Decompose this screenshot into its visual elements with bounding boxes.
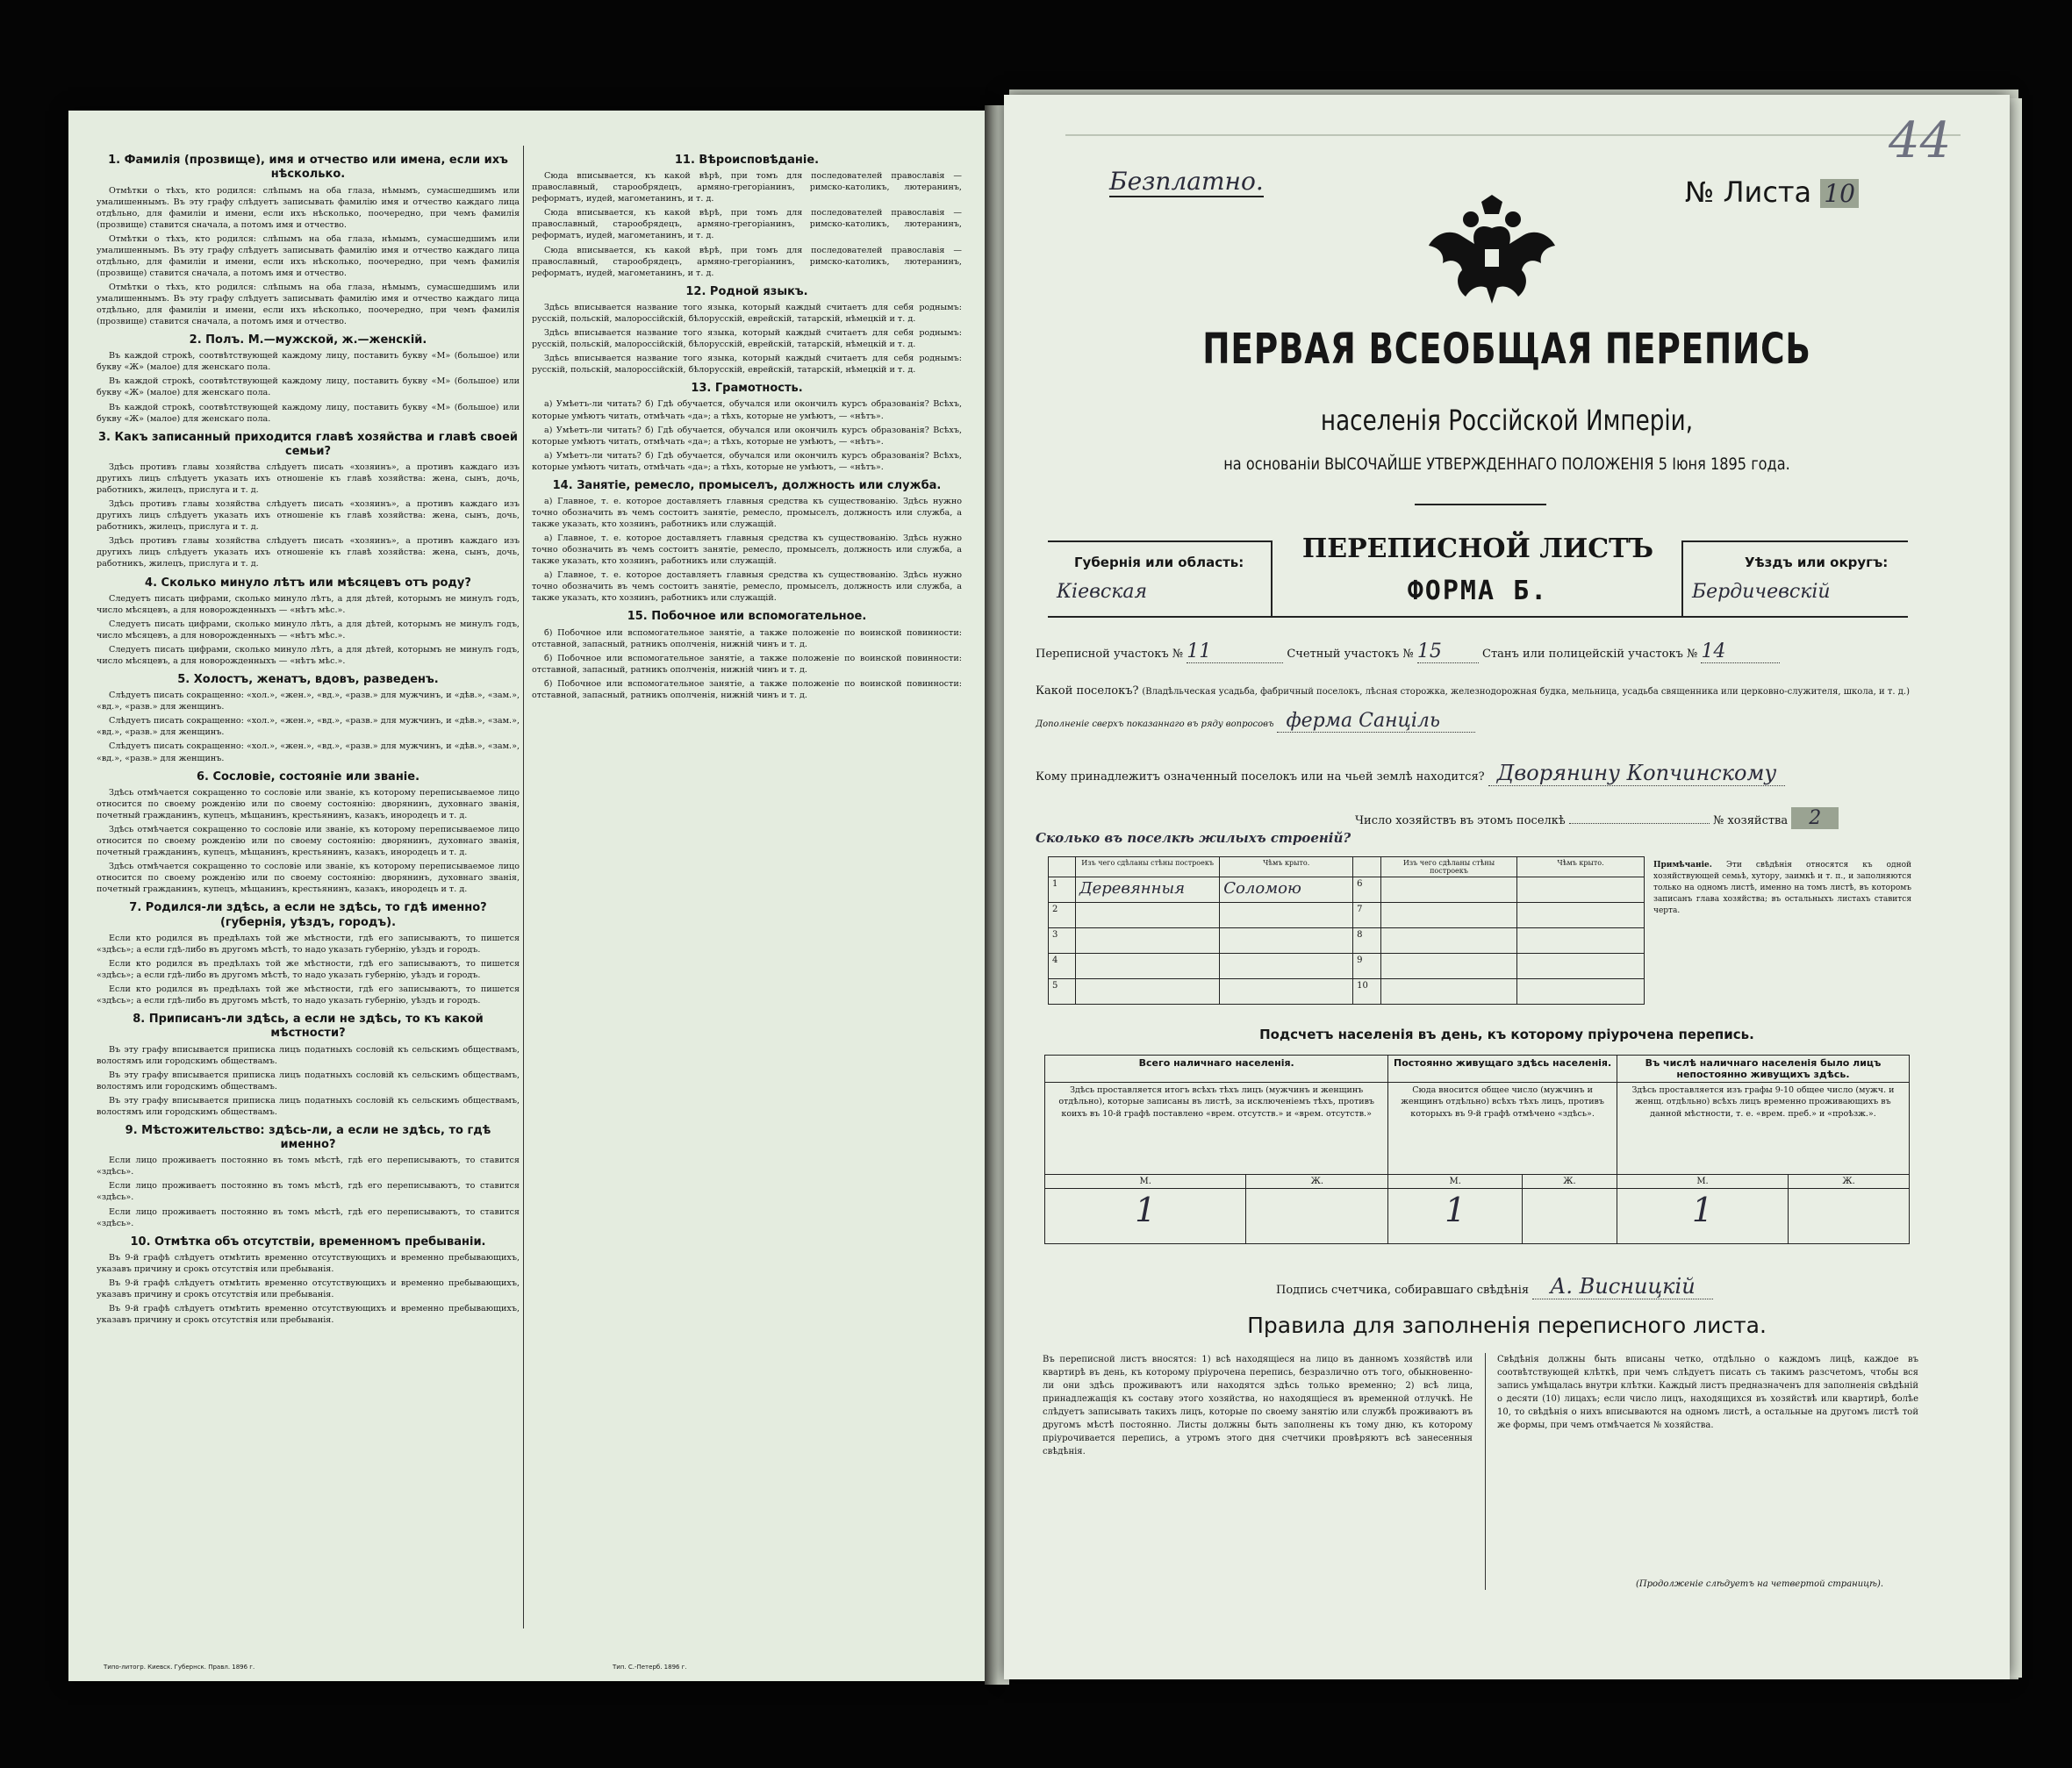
section-text: Въ каждой строкѣ, соотвѣтствующей каждому лицу, поставить букву «М» (большое) или букву «Ж» (малое) для женскаго пола. [97, 376, 520, 398]
section-text: б) Побочное или вспомогательное занятіе, а также положеніе по воинской повинности: отставной, запасный, ратникъ ополченія, нижній чинъ и т. д. [532, 653, 962, 675]
buildings-table [1048, 856, 1645, 1005]
section-text: Здѣсь отмѣчается сокращенно то сословіе или званіе, къ которому переписываемое лицо относится по своему рожденію или по своему состоянію: дворянинъ, духовнаго званія, почетный гражданинъ, купецъ, мѣщанинъ, крестьянинъ, казакъ, инородецъ и т. д. [97, 824, 520, 858]
buildings-label: Сколько въ поселкѣ жилыхъ строеній? [1036, 830, 1351, 846]
owner-label: Кому принадлежитъ означенный поселокъ или на чьей землѣ находится? [1036, 770, 1485, 784]
guberniya-value: Кіевская [1057, 581, 1148, 603]
section-heading: 6. Сословіе, состояніе или званіе. [196, 769, 420, 784]
signature-label: Подпись счетчика, собиравшаго свѣдѣнія [1276, 1284, 1530, 1297]
section-text: Отмѣтки о тѣхъ, кто родился: слѣпымъ на оба глаза, нѣмымъ, сумасшедшимъ или умалишеннымъ. Въ эту графу слѣдуетъ записывать фамилію имя и отчество каждаго лица отдѣльно, для фамиліи и имени, если ихъ нѣсколько, поочередно, при чемъ фамилія (прозвище) ставится сначала, а потомъ имя и отчество. [97, 185, 520, 230]
buildings-row-number: 3 [1049, 928, 1076, 954]
buildings-roof-value [1517, 928, 1645, 954]
section-text: б) Побочное или вспомогательное занятіе, а также положеніе по воинской повинности: отставной, запасный, ратникъ ополченія, нижній чинъ и т. д. [532, 627, 962, 649]
district-line [1036, 641, 1922, 663]
rules-left-text: Въ переписной листъ вносятся: 1) всѣ находящіеся на лицо въ данномъ хозяйствѣ или квартирѣ въ день, къ которому пріурочена перепись, безразлично отъ того, обыкновенно-ли они здѣсь проживаютъ или находятся здѣсь только временно; 2) всѣ лица, принадлежащія къ составу этого хозяйства, но находящіеся въ временной отлучкѣ. Не слѣдуетъ записывать такихъ лицъ, которые по своему занятію или службѣ проживаютъ въ другомъ мѣстѣ постоянно. Листы должны быть заполнены къ тому дню, къ которому пріурочивается перепись, а утромъ этого дня счетчики провѣряютъ всѣ занесенныя свѣдѣнія. [1043, 1355, 1473, 1457]
note-title: Примѣчаніе. [1653, 861, 1712, 870]
section-heading: 12. Родной языкъ. [685, 284, 808, 298]
pop-col-title: Постоянно живущаго здѣсь населенія. [1388, 1056, 1617, 1083]
pop-female-label: Ж. [1789, 1175, 1910, 1189]
section-text: Здѣсь противъ главы хозяйства слѣдуетъ писать «хозяинъ», а противъ каждаго изъ другихъ лицъ слѣдуетъ указать ихъ отношеніе къ главѣ хозяйства: жена, сынъ, дочь, работникъ, жилецъ, прислуга и т. д. [97, 462, 520, 496]
left-page [68, 111, 988, 1681]
buildings-row-number: 2 [1049, 903, 1076, 928]
rules-continue: (Продолженіе слѣдуетъ на четвертой страницѣ). [1636, 1579, 1884, 1589]
census-title: ПЕРВАЯ ВСЕОБЩАЯ ПЕРЕПИСЬ [1202, 325, 1811, 374]
buildings-row-number: 4 [1049, 954, 1076, 979]
household-no-label: № хозяйства [1713, 814, 1789, 827]
buildings-walls-value [1380, 928, 1516, 954]
buildings-roof-value [1220, 954, 1353, 979]
section-heading: 13. Грамотность. [691, 382, 803, 396]
population-header: Подсчетъ населенія въ день, къ которому пріурочена перепись. [1259, 1027, 1754, 1042]
settlement-value: ферма Санціль [1277, 710, 1474, 733]
pop-female-label: Ж. [1246, 1175, 1388, 1189]
section-heading: 7. Родился-ли здѣсь, а если не здѣсь, то гдѣ именно? (губернія, уѣздъ, городъ). [129, 901, 487, 929]
buildings-num-header [1049, 857, 1076, 877]
form-title: ПЕРЕПИСНОЙ ЛИСТЪ [1301, 533, 1654, 564]
form-subtitle: ФОРМА Б. [1407, 576, 1549, 606]
section-text: Если лицо проживаетъ постоянно въ томъ мѣстѣ, гдѣ его переписываютъ, то ставится «здѣсь». [97, 1206, 520, 1228]
section-text: Следуетъ писать цифрами, сколько минуло лѣтъ, а для дѣтей, которымъ не минулъ годъ, число мѣсяцевъ, а для новорожденныхъ — «нѣтъ мѣс.». [97, 593, 520, 615]
section-text: Следуетъ писать цифрами, сколько минуло лѣтъ, а для дѣтей, которымъ не минулъ годъ, число мѣсяцевъ, а для новорожденныхъ — «нѣтъ мѣс.». [97, 619, 520, 641]
settlement-label: Какой поселокъ? [1036, 684, 1139, 698]
section-heading: 2. Полъ. М.—мужской, ж.—женскій. [189, 333, 427, 347]
settlement-hint: (Владѣльческая усадьба, фабричный поселокъ, лѣсная сторожка, железнодорожная будка, мельница, усадьба священника или церковно-служителя, школа, и т. д.) [1142, 687, 1910, 697]
households-label: Число хозяйствъ въ этомъ поселкѣ [1355, 814, 1566, 827]
section-text: Здѣсь вписывается название того языка, который каждый считаетъ для себя роднымъ: русскій, польскій, малороссійскій, бѣлорусскій, еврейскій, татарскій, нѣмецкій и т. д. [532, 354, 962, 376]
buildings-row-number: 8 [1353, 928, 1381, 954]
census-subtitle: населенія Россійской Имперіи, [1320, 404, 1694, 437]
pop-col-text: Здѣсь проставляется изъ графы 9-10 общее число (мужч. и женщ. отдѣльно) всѣхъ лицъ временно проживающихъ въ данной мѣстности, т. е. «врем. преб.» и «проѣзж.». [1617, 1083, 1909, 1175]
section-text: Въ 9-й графѣ слѣдуетъ отмѣтить временно отсутствующихъ и временно пребывающихъ, указавъ причину и срокъ отсутствія или пребыванія. [97, 1252, 520, 1274]
buildings-row-number: 6 [1353, 877, 1381, 903]
uezd-label: Уѣздъ или округъ: [1745, 555, 1889, 570]
section-text: Въ каждой строкѣ, соотвѣтствующей каждому лицу, поставить букву «М» (большое) или букву «Ж» (малое) для женскаго пола. [97, 351, 520, 373]
section-heading: 8. Приписанъ-ли здѣсь, а если не здѣсь, то къ какой мѣстности? [133, 1013, 484, 1041]
section-text: Въ 9-й графѣ слѣдуетъ отмѣтить временно отсутствующихъ и временно пребывающихъ, указавъ причину и срокъ отсутствія или пребыванія. [97, 1278, 520, 1299]
section-text: Слѣдуетъ писать сокращенно: «хол.», «жен.», «вд.», «разв.» для мужчинъ, и «дѣв.», «зам.», «вд.», «разв.» для женщинъ. [97, 741, 520, 763]
pop-female-value [1246, 1189, 1388, 1244]
pop-female-label: Ж. [1523, 1175, 1617, 1189]
settlement-block [1036, 681, 1922, 739]
count-label: Счетный участокъ № [1287, 648, 1414, 661]
signature-value: А. Висницкій [1532, 1274, 1712, 1299]
sheet-number-value: 10 [1820, 179, 1859, 208]
buildings-walls-value [1075, 928, 1219, 954]
uezd-box [1681, 540, 1908, 618]
folio-mark: 44 [1889, 112, 1952, 169]
district-value: 11 [1187, 641, 1283, 663]
buildings-walls-value [1380, 877, 1516, 903]
section-text: Отмѣтки о тѣхъ, кто родился: слѣпымъ на оба глаза, нѣмымъ, сумасшедшимъ или умалишеннымъ. Въ эту графу слѣдуетъ записывать фамилію имя и отчество каждаго лица отдѣльно, для фамиліи и имени, если ихъ нѣсколько, поочередно, при чемъ фамилія (прозвище) ставится сначала, а потомъ имя и отчество. [97, 233, 520, 278]
section-text: а) Умѣетъ-ли читать? б) Гдѣ обучается, обучался или окончилъ курсъ образованія? Всѣхъ, которые умѣютъ читать, отмѣчать «да»; а тѣхъ, которые не умѣютъ, — «нѣтъ». [532, 450, 962, 472]
buildings-walls-header: Изъ чего сдѣланы стѣны построекъ [1380, 857, 1516, 877]
left-column-2 [532, 147, 962, 1639]
buildings-row-number: 5 [1049, 979, 1076, 1005]
buildings-roof-value: Соломою [1220, 877, 1353, 903]
buildings-walls-value [1380, 903, 1516, 928]
rules-right-text: Свѣдѣнія должны быть вписаны четко, отдѣльно о каждомъ лицѣ, каждое въ соотвѣтствующей клѣткѣ, при чемъ слѣдуетъ писать съ такимъ разсчетомъ, чтобы вся запись умѣщалась внутри клѣтки. Каждый листъ предназначенъ для заполненія свѣдѣній о десяти (10) лицахъ; если число лицъ, находящихся въ хозяйствѣ или квартирѣ, болѣе 10, то свѣдѣнія о нихъ вписываются на одномъ листѣ, а остальные на другомъ листѣ той же формы, при чемъ отмѣчается № хозяйства. [1497, 1355, 1918, 1430]
section-heading: 9. Мѣстожительство: здѣсь-ли, а если не здѣсь, то гдѣ именно? [125, 1123, 491, 1152]
police-value: 14 [1701, 641, 1780, 663]
section-text: Здѣсь противъ главы хозяйства слѣдуетъ писать «хозяинъ», а противъ каждаго изъ другихъ лицъ слѣдуетъ указать ихъ отношеніе къ главѣ хозяйства: жена, сынъ, дочь, работникъ, жилецъ, прислуга и т. д. [97, 499, 520, 533]
section-text: Если лицо проживаетъ постоянно въ томъ мѣстѣ, гдѣ его переписываютъ, то ставится «здѣсь». [97, 1181, 520, 1203]
buildings-row [1049, 903, 1645, 928]
section-text: а) Умѣетъ-ли читать? б) Гдѣ обучается, обучался или окончилъ курсъ образованія? Всѣхъ, которые умѣютъ читать, отмѣчать «да»; а тѣхъ, которые не умѣютъ, — «нѣтъ». [532, 425, 962, 447]
buildings-row-number: 7 [1353, 903, 1381, 928]
section-heading: 10. Отмѣтка объ отсутствіи, временномъ пребываніи. [130, 1235, 486, 1249]
signature-line [1276, 1274, 1713, 1299]
pop-col-title: Всего наличнаго населенія. [1045, 1056, 1388, 1083]
buildings-walls-value [1075, 954, 1219, 979]
section-text: Въ эту графу вписывается приписка лицъ податныхъ сословій къ сельскимъ обществамъ, волостямъ или городскимъ обществамъ. [97, 1044, 520, 1066]
section-text: Въ эту графу вписывается приписка лицъ податныхъ сословій къ сельскимъ обществамъ, волостямъ или городскимъ обществамъ. [97, 1070, 520, 1092]
buildings-roof-header: Чѣмъ крыто. [1517, 857, 1645, 877]
buildings-row [1049, 928, 1645, 954]
rules-divider [1485, 1353, 1486, 1590]
buildings-roof-value [1220, 979, 1353, 1005]
section-text: а) Главное, т. е. которое доставляетъ главныя средства къ существованію. Здѣсь нужно точно обозначить въ чемъ состоитъ занятіе, ремесло, промыселъ, должность или служба, а также указать, кто хозяинъ, работникъ или служащій. [532, 496, 962, 530]
section-text: Если кто родился въ предѣлахъ той же мѣстности, гдѣ его записываютъ, то пишется «здѣсь»; а если гдѣ-либо въ другомъ мѣстѣ, то надо указать губернію, уѣздъ и городъ. [97, 958, 520, 980]
right-page [1004, 95, 2010, 1679]
section-text: Въ 9-й графѣ слѣдуетъ отмѣтить временно отсутствующихъ и временно пребывающихъ, указавъ причину и срокъ отсутствія или пребыванія. [97, 1304, 520, 1326]
settlement-hint-2: Дополненіе сверхъ показаннаго въ ряду вопросовъ [1036, 719, 1274, 729]
footer-printer-left: Типо-литогр. Киевск. Губернск. Правл. 1896 г. [104, 1664, 255, 1671]
decree-line: на основаніи ВЫСОЧАЙШЕ УТВЕРЖДЕННАГО ПОЛОЖЕНІЯ 5 Іюня 1895 года. [1223, 455, 1790, 474]
section-text: Слѣдуетъ писать сокращенно: «хол.», «жен.», «вд.», «разв.» для мужчинъ, и «дѣв.», «зам.», «вд.», «разв.» для женщинъ. [97, 691, 520, 712]
section-text: Здѣсь отмѣчается сокращенно то сословіе или званіе, къ которому переписываемое лицо относится по своему рожденію или по своему состоянію: дворянинъ, духовнаго званія, почетный гражданинъ, купецъ, мѣщанинъ, крестьянинъ, казакъ, инородецъ и т. д. [97, 862, 520, 895]
pop-male-label: М. [1388, 1175, 1523, 1189]
section-text: Сюда вписывается, къ какой вѣрѣ, при томъ для последователей православія — православный, старообрядецъ, армяно-грегоріанинъ, римско-католикъ, лютеранинъ, реформатъ, иудей, магометанинъ, и т. д. [532, 245, 962, 278]
pop-male-label: М. [1617, 1175, 1788, 1189]
buildings-roof-value [1517, 903, 1645, 928]
free-label: Безплатно. [1109, 167, 1264, 196]
buildings-walls-header: Изъ чего сдѣланы стѣны построекъ [1075, 857, 1219, 877]
section-heading: 14. Занятіе, ремесло, промыселъ, должность или служба. [552, 478, 942, 492]
uezd-value: Бердичевскій [1692, 581, 1831, 603]
buildings-row-number: 10 [1353, 979, 1381, 1005]
guberniya-label: Губернія или область: [1074, 555, 1244, 570]
section-text: Въ каждой строкѣ, соотвѣтствующей каждому лицу, поставить букву «М» (большое) или букву «Ж» (малое) для женскаго пола. [97, 402, 520, 424]
buildings-roof-value [1517, 877, 1645, 903]
title-rule [1415, 504, 1546, 505]
note-text: Эти свѣдѣнія относятся къ одной хозяйствующей семьѣ, хутору, заимкѣ и т. п., и заполняются только на одномъ листѣ, именно на томъ листѣ, въ которомъ записанъ глава хозяйства; въ остальныхъ листахъ ставится черта. [1653, 861, 1911, 916]
buildings-roof-value [1220, 928, 1353, 954]
police-label: Станъ или полицейскій участокъ № [1482, 648, 1698, 661]
section-text: а) Главное, т. е. которое доставляетъ главныя средства къ существованію. Здѣсь нужно точно обозначить въ чемъ состоитъ занятіе, ремесло, промыселъ, должность или служба, а также указать, кто хозяинъ, работникъ или служащій. [532, 533, 962, 567]
section-text: Слѣдуетъ писать сокращенно: «хол.», «жен.», «вд.», «разв.» для мужчинъ, и «дѣв.», «зам.», «вд.», «разв.» для женщинъ. [97, 716, 520, 738]
section-text: а) Умѣетъ-ли читать? б) Гдѣ обучается, обучался или окончилъ курсъ образованія? Всѣхъ, которые умѣютъ читать, отмѣчать «да»; а тѣхъ, которые не умѣютъ, — «нѣтъ». [532, 399, 962, 421]
sheet-number [1685, 175, 1859, 209]
buildings-row [1049, 979, 1645, 1005]
buildings-num-header [1353, 857, 1381, 877]
households-line [1355, 807, 1961, 829]
district-label: Переписной участокъ № [1036, 648, 1184, 661]
buildings-row [1049, 877, 1645, 903]
owner-value: Дворянину Копчинскому [1488, 761, 1786, 786]
section-text: Отмѣтки о тѣхъ, кто родился: слѣпымъ на оба глаза, нѣмымъ, сумасшедшимъ или умалишеннымъ. Въ эту графу слѣдуетъ записывать фамилію имя и отчество каждаго лица отдѣльно, для фамиліи и имени, если ихъ нѣсколько, поочередно, при чемъ фамилія (прозвище) ставится сначала, а потомъ имя и отчество. [97, 282, 520, 327]
pop-male-value: 1 [1617, 1189, 1788, 1244]
note-block [1653, 860, 1911, 917]
footer-printer-right: Тип. С.-Петерб. 1896 г. [613, 1664, 687, 1671]
left-column-1 [97, 147, 520, 1639]
section-text: Здѣсь вписывается название того языка, который каждый считаетъ для себя роднымъ: русскій, польскій, малороссійскій, бѣлорусскій, еврейскій, татарскій, нѣмецкій и т. д. [532, 302, 962, 324]
buildings-row-number: 1 [1049, 877, 1076, 903]
section-heading: 4. Сколько минуло лѣтъ или мѣсяцевъ отъ роду? [145, 576, 471, 590]
pop-male-label: М. [1045, 1175, 1246, 1189]
section-heading: 5. Холостъ, женатъ, вдовъ, разведенъ. [177, 673, 439, 687]
sheet-number-label: № Листа [1685, 175, 1812, 209]
buildings-walls-value [1380, 979, 1516, 1005]
pop-col-title: Въ числѣ наличнаго населенія было лицъ непостоянно живущихъ здѣсь. [1617, 1056, 1909, 1083]
section-text: Если лицо проживаетъ постоянно въ томъ мѣстѣ, гдѣ его переписываютъ, то ставится «здѣсь». [97, 1156, 520, 1177]
section-text: Здѣсь противъ главы хозяйства слѣдуетъ писать «хозяинъ», а противъ каждаго изъ другихъ лицъ слѣдуетъ указать ихъ отношеніе къ главѣ хозяйства: жена, сынъ, дочь, работникъ, жилецъ, прислуга и т. д. [97, 536, 520, 569]
buildings-roof-header: Чѣмъ крыто. [1220, 857, 1353, 877]
section-text: Если кто родился въ предѣлахъ той же мѣстности, гдѣ его записываютъ, то пишется «здѣсь»; а если гдѣ-либо въ другомъ мѣстѣ, то надо указать губернію, уѣздъ и городъ. [97, 984, 520, 1006]
owner-block [1036, 751, 1922, 795]
buildings-row-number: 9 [1353, 954, 1381, 979]
pop-male-value: 1 [1388, 1189, 1523, 1244]
section-heading: 3. Какъ записанный приходится главѣ хозяйства и главѣ своей семьи? [97, 430, 519, 458]
section-heading: 15. Побочное или вспомогательное. [627, 610, 867, 624]
imperial-eagle-icon [1422, 193, 1562, 316]
household-no-value: 2 [1791, 807, 1839, 829]
count-value: 15 [1417, 641, 1479, 663]
section-text: а) Главное, т. е. которое доставляетъ главныя средства къ существованію. Здѣсь нужно точно обозначить въ чемъ состоитъ занятіе, ремесло, промыселъ, должность или служба, а также указать, кто хозяинъ, работникъ или служащій. [532, 570, 962, 604]
buildings-roof-value [1517, 954, 1645, 979]
population-table [1044, 1055, 1910, 1244]
section-text: Сюда вписывается, къ какой вѣрѣ, при томъ для последователей православія — православный, старообрядецъ, армяно-грегоріанинъ, римско-католикъ, лютеранинъ, реформатъ, иудей, магометанинъ, и т. д. [532, 208, 962, 241]
section-text: б) Побочное или вспомогательное занятіе, а также положеніе по воинской повинности: отставной, запасный, ратникъ ополченія, нижній чинъ и т. д. [532, 678, 962, 700]
guberniya-box [1048, 540, 1273, 618]
section-text: Здѣсь вписывается название того языка, который каждый считаетъ для себя роднымъ: русскій, польскій, малороссійскій, бѣлорусскій, еврейскій, татарскій, нѣмецкій и т. д. [532, 328, 962, 350]
section-text: Следуетъ писать цифрами, сколько минуло лѣтъ, а для дѣтей, которымъ не минулъ годъ, число мѣсяцевъ, а для новорожденныхъ — «нѣтъ мѣс.». [97, 644, 520, 666]
buildings-row [1049, 954, 1645, 979]
buildings-roof-value [1517, 979, 1645, 1005]
pop-female-value [1789, 1189, 1910, 1244]
pop-col-text: Здѣсь проставляется итогъ всѣхъ тѣхъ лицъ (мужчинъ и женщинъ отдѣльно), которые записаны въ листѣ, за исключеніемъ тѣхъ, противъ коихъ въ 10-й графѣ поставлено «врем. отсутств.» и «врем. отсутств.» [1045, 1083, 1388, 1175]
column-divider [523, 146, 524, 1628]
pop-female-value [1523, 1189, 1617, 1244]
pop-col-text: Сюда вносится общее число (мужчинъ и женщинъ отдѣльно) всѣхъ тѣхъ лицъ, противъ которыхъ въ 9-й графѣ отмѣчено «здѣсь». [1388, 1083, 1617, 1175]
pop-male-value: 1 [1045, 1189, 1246, 1244]
section-text: Здѣсь отмѣчается сокращенно то сословіе или званіе, къ которому переписываемое лицо относится по своему рожденію или по своему состоянію: дворянинъ, духовнаго званія, почетный гражданинъ, купецъ, мѣщанинъ, крестьянинъ, казакъ, инородецъ и т. д. [97, 787, 520, 820]
buildings-walls-value [1075, 979, 1219, 1005]
buildings-roof-value [1220, 903, 1353, 928]
buildings-walls-value: Деревянныя [1075, 877, 1219, 903]
section-text: Если кто родился въ предѣлахъ той же мѣстности, гдѣ его записываютъ, то пишется «здѣсь»; а если гдѣ-либо въ другомъ мѣстѣ, то надо указать губернію, уѣздъ и городъ. [97, 933, 520, 955]
rules-title: Правила для заполненія переписного листа. [1247, 1313, 1767, 1338]
section-heading: 1. Фамилія (прозвище), имя и отчество или имена, если ихъ нѣсколько. [108, 154, 508, 182]
buildings-walls-value [1075, 903, 1219, 928]
section-text: Сюда вписывается, къ какой вѣрѣ, при томъ для последователей православія — православный, старообрядецъ, армяно-грегоріанинъ, римско-католикъ, лютеранинъ, реформатъ, иудей, магометанинъ, и т. д. [532, 171, 962, 204]
section-text: Въ эту графу вписывается приписка лицъ податныхъ сословій къ сельскимъ обществамъ, волостямъ или городскимъ обществамъ. [97, 1095, 520, 1117]
section-heading: 11. Вѣроисповѣданіе. [674, 154, 820, 167]
buildings-walls-value [1380, 954, 1516, 979]
